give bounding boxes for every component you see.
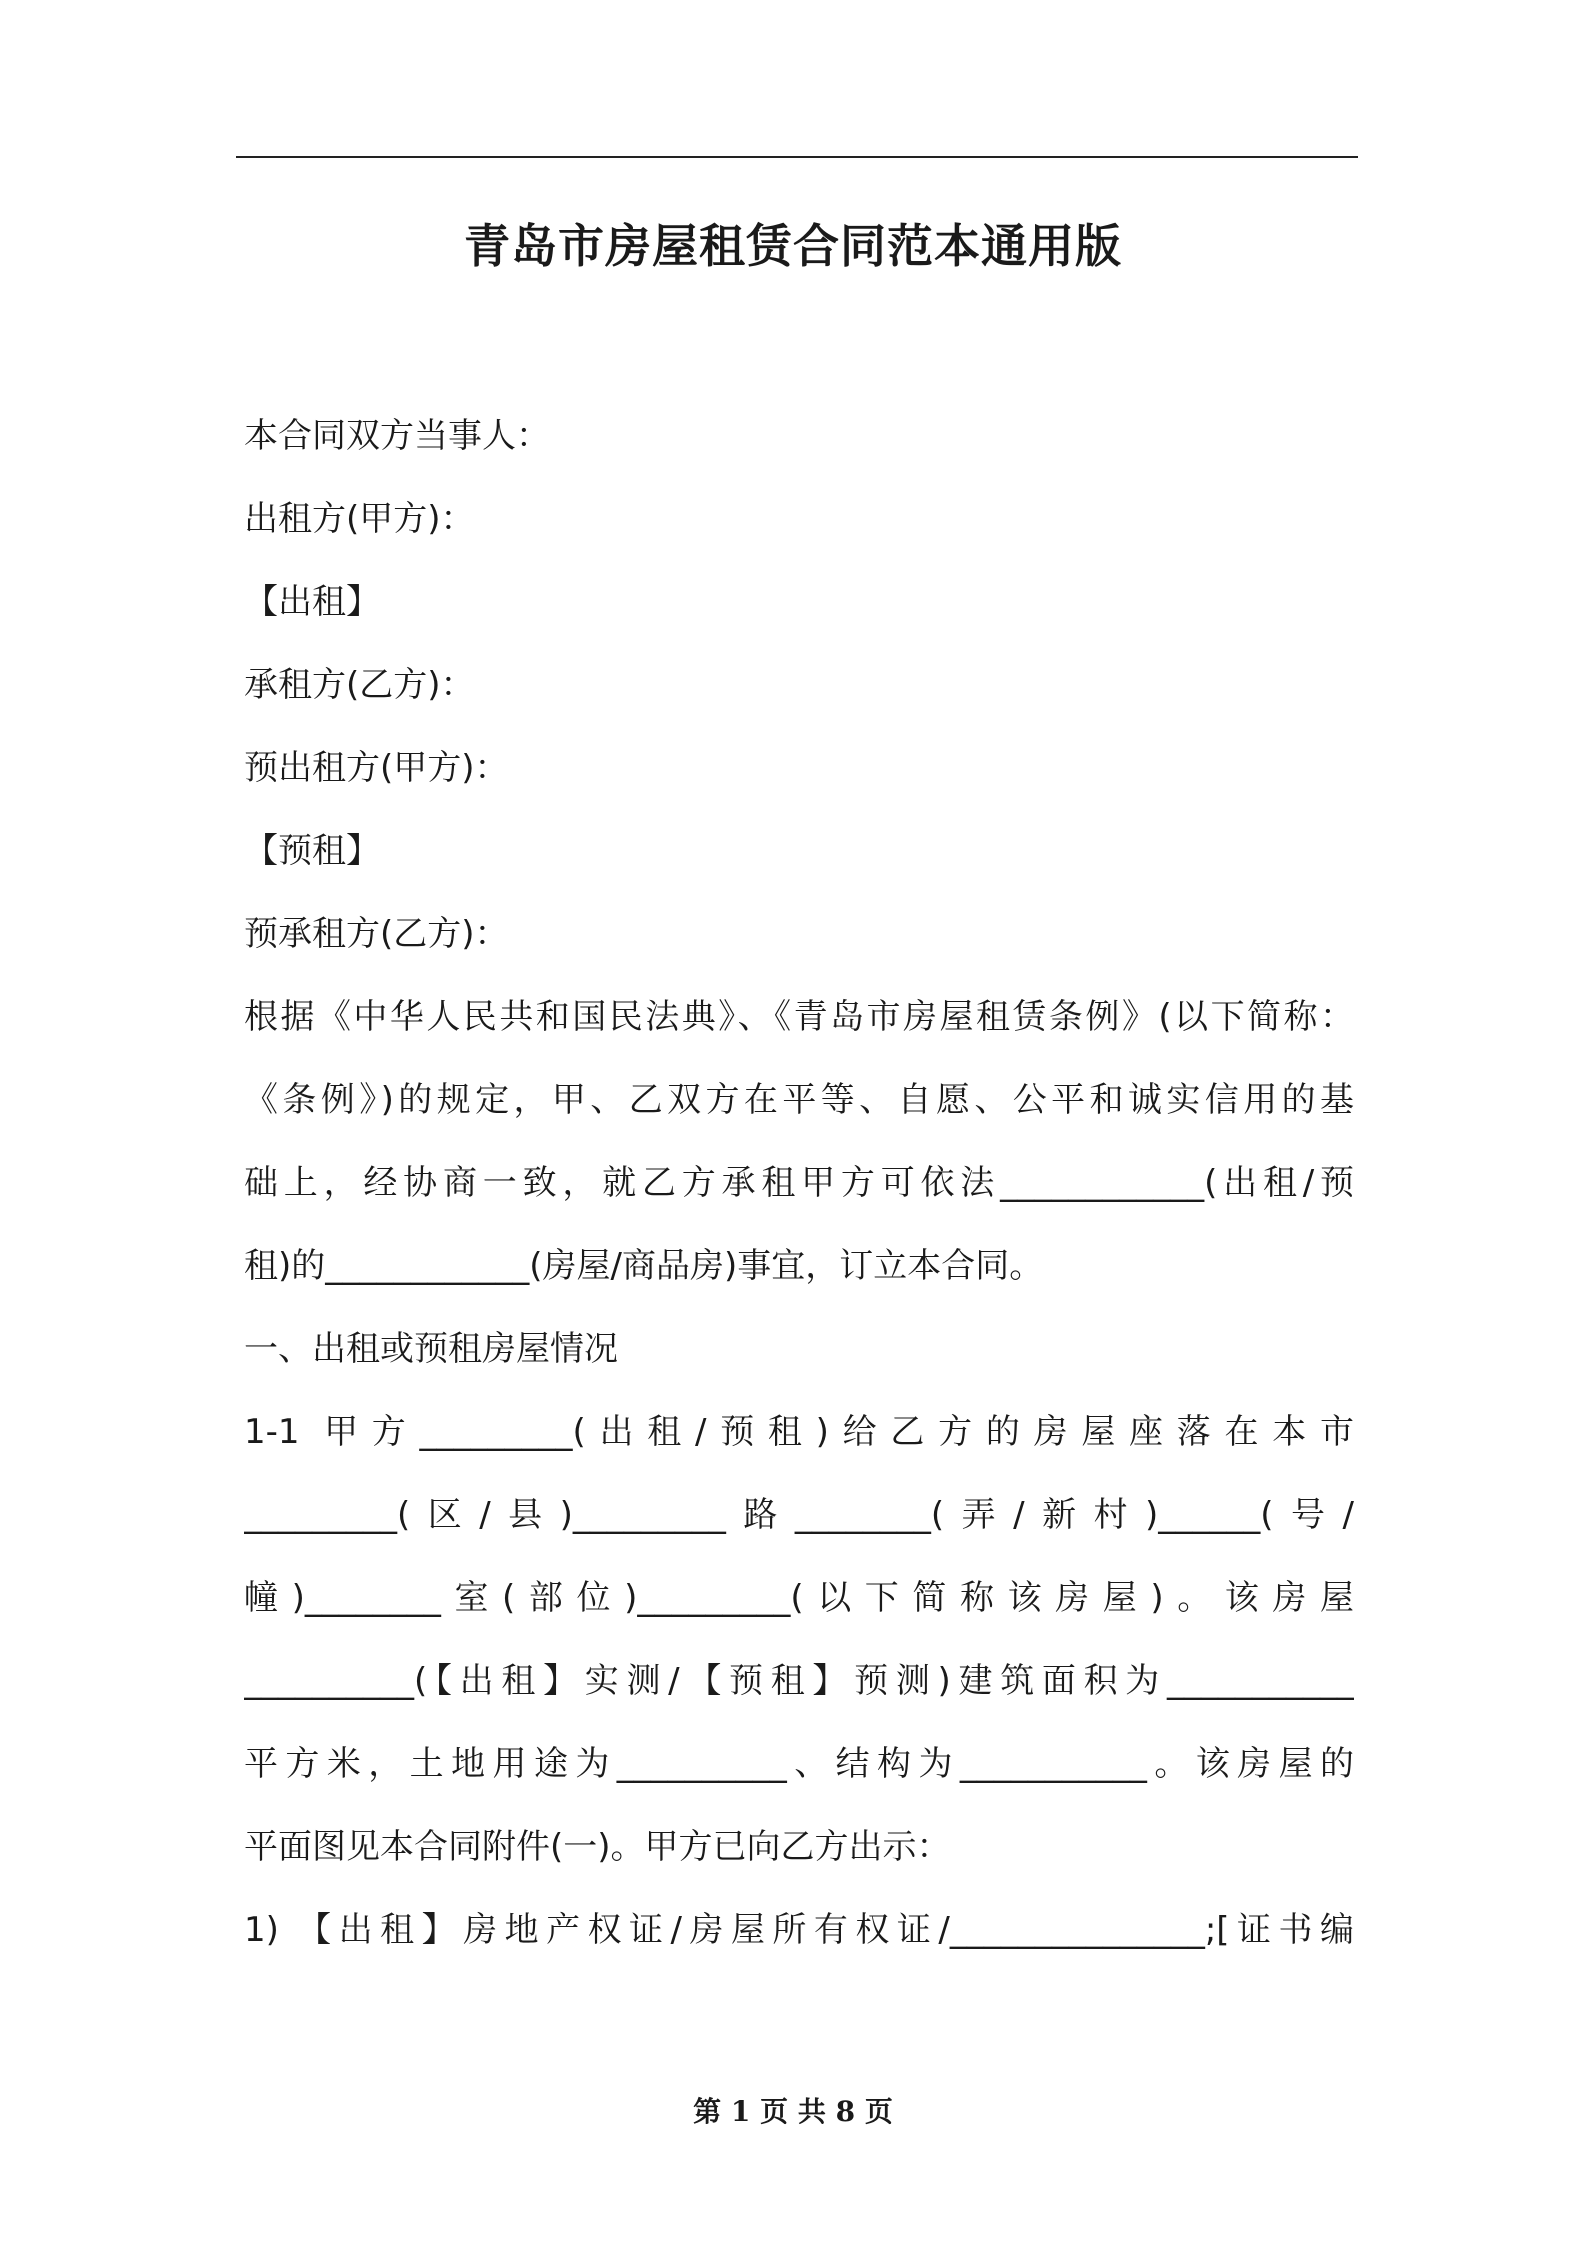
body-line: 1-1 甲方_________(出租/预租)给乙方的房屋座落在本市 <box>244 1412 1354 1452</box>
body-line: 租)的____________(房屋/商品房)事宜，订立本合同。 <box>244 1246 1044 1286</box>
body-line: 出租方(甲方)： <box>244 499 475 539</box>
body-line: 本合同双方当事人： <box>244 416 550 456</box>
body-line: 【出租】 <box>244 582 380 622</box>
header-rule <box>236 156 1358 158</box>
body-line: 平方米，土地用途为__________、结构为___________。该房屋的 <box>244 1744 1354 1784</box>
body-line: 承租方(乙方)： <box>244 665 475 705</box>
body-line: 根据《中华人民共和国民法典》、《青岛市房屋租赁条例》(以下简称： <box>244 997 1354 1037</box>
body-line: 1) 【出租】房地产权证/房屋所有权证/_______________;[证书编 <box>244 1910 1354 1950</box>
body-line: 预出租方(甲方)： <box>244 748 509 788</box>
body-line: __________(【出租】实测/【预租】预测)建筑面积为___________ <box>244 1661 1354 1701</box>
document-title: 青岛市房屋租赁合同范本通用版 <box>464 219 1122 273</box>
body-line: 预承租方(乙方)： <box>244 914 509 954</box>
section-heading: 一、出租或预租房屋情况 <box>244 1329 618 1369</box>
body-line: 平面图见本合同附件(一)。甲方已向乙方出示： <box>244 1827 951 1867</box>
body-line: 【预租】 <box>244 831 380 871</box>
page-footer: 第 1 页 共 8 页 <box>693 2095 893 2128</box>
body-line: 础上，经协商一致，就乙方承租甲方可依法____________(出租/预 <box>244 1163 1354 1203</box>
body-line: _________(区/县)_________路________(弄/新村)______(号/ <box>244 1495 1354 1535</box>
body-line: 《条例》)的规定，甲、乙双方在平等、自愿、公平和诚实信用的基 <box>244 1080 1354 1120</box>
body-line: 幢)________室(部位)_________(以下简称该房屋)。该房屋 <box>244 1578 1354 1618</box>
